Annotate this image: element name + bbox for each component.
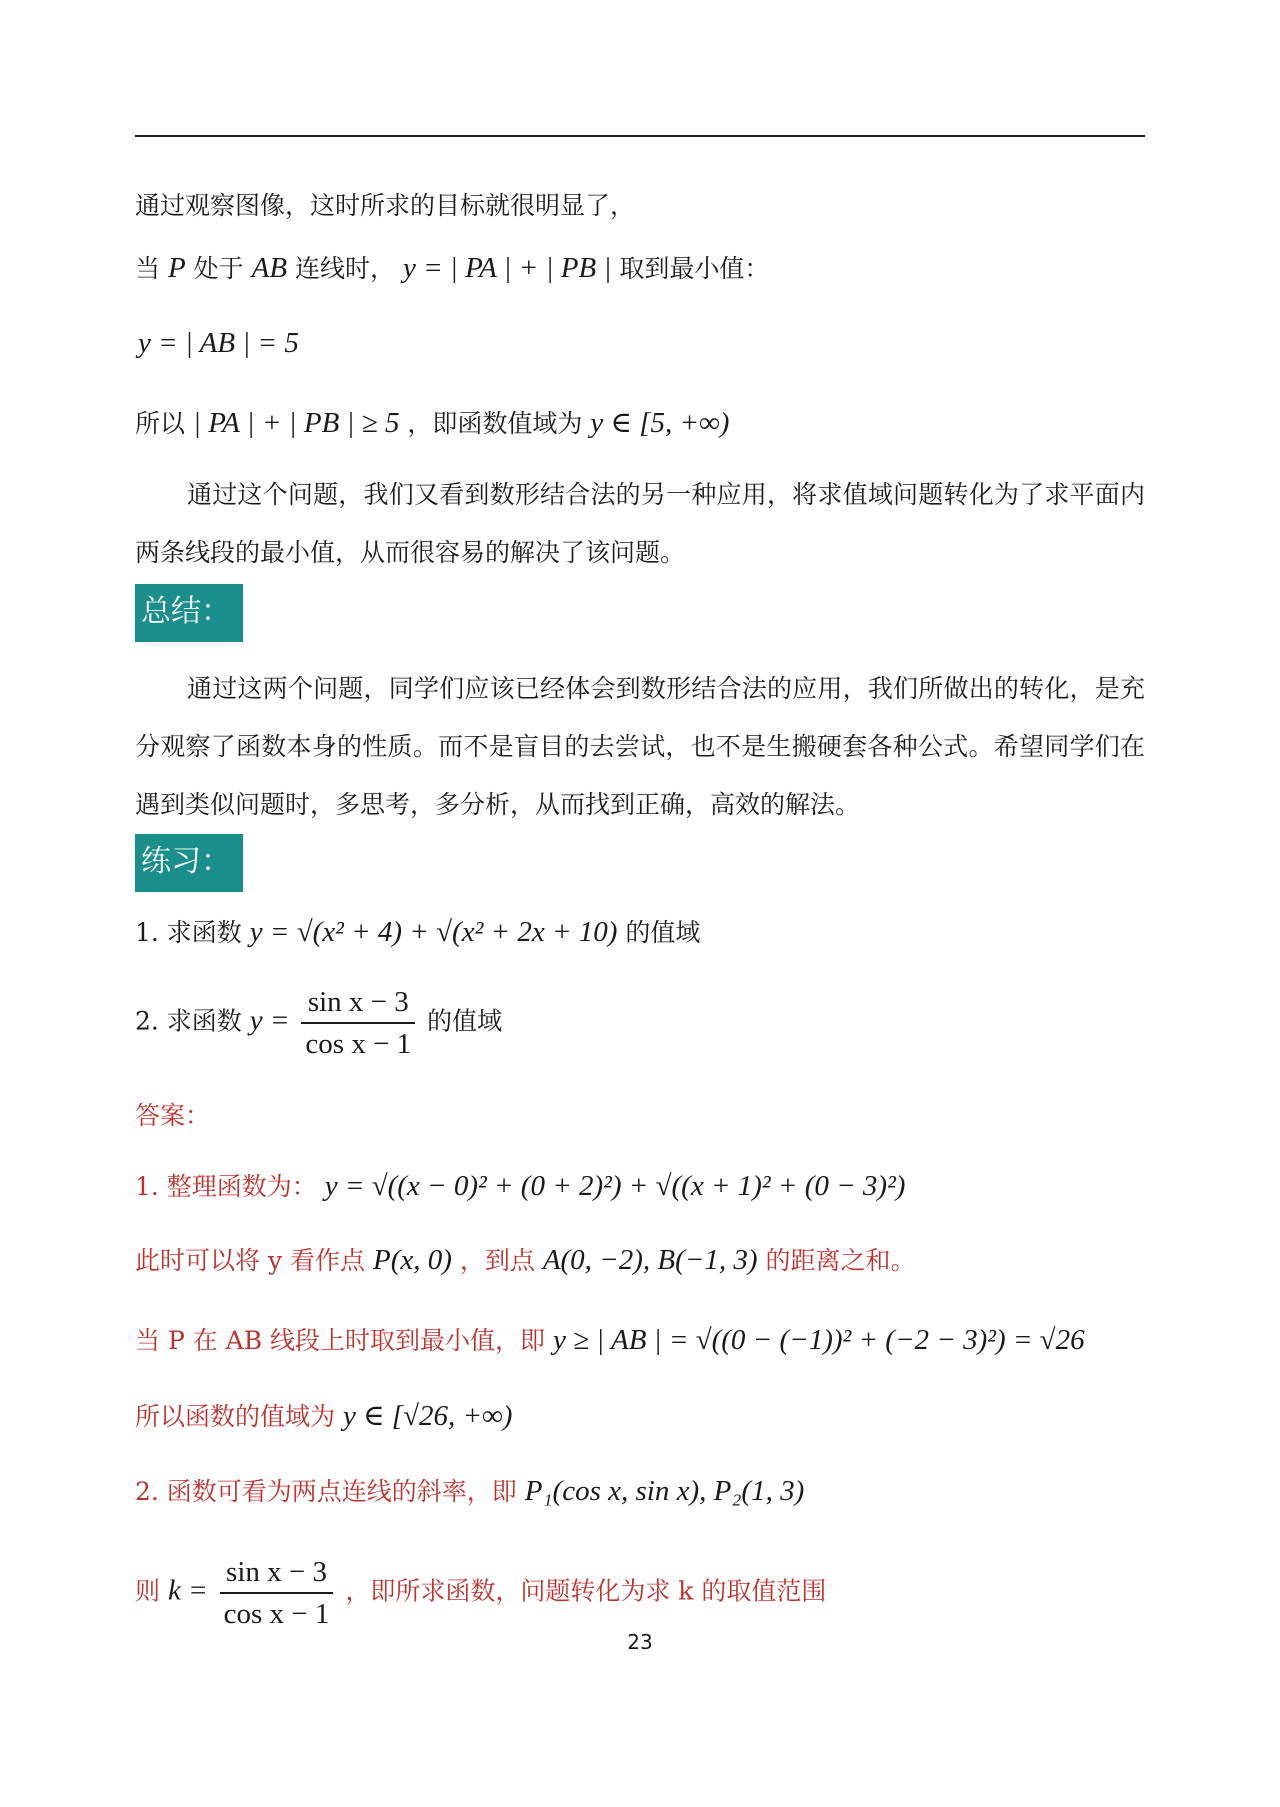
ex2-fraction — [301, 982, 415, 1064]
header-rule — [135, 135, 1145, 137]
line2-suffix: 取到最小值： — [619, 254, 770, 283]
a2-suffix: 的距离之和。 — [765, 1246, 916, 1275]
ex2-prefix: 2. 求函数 — [135, 1006, 242, 1036]
exercise-2 — [135, 982, 502, 1064]
practice-tag: 练习： — [135, 834, 243, 892]
answer-4 — [135, 1398, 512, 1435]
ex2-numerator: sin x − 3 — [301, 982, 415, 1024]
inequality-pa-pb: | PA | + | PB | ≥ 5 — [192, 407, 400, 439]
formula-y-ab: y = | AB | = 5 — [138, 327, 299, 359]
a3-prefix: 当 P 在 AB 线段上时取到最小值，即 — [135, 1326, 546, 1355]
a6-k: k = — [167, 1574, 208, 1607]
a4-prefix: 所以函数的值域为 — [135, 1402, 336, 1431]
a2-point-p: P(x, 0) — [372, 1244, 452, 1276]
line4-prefix: 所以 — [135, 409, 186, 438]
range-formula: y ∈ [5, +∞) — [590, 407, 730, 439]
ex2-suffix: 的值域 — [427, 1006, 503, 1036]
a3-formula: y ≥ | AB | = √((0 − (−1))² + (−2 − 3)²) = √26 — [553, 1324, 1085, 1356]
line2-mid2: 连线时， — [295, 254, 396, 283]
paragraph-2: 通过这两个问题，同学们应该已经体会到数形结合法的应用，我们所做出的转化，是充分观察了函数本身的性质。而不是盲目的去尝试，也不是生搬硬套各种公式。希望同学们在遇到类似问题时，多思考，多分析，从而找到正确，高效的解法。 — [135, 674, 1145, 819]
ex2-y: y = — [249, 1004, 290, 1037]
a6-prefix: 则 — [135, 1576, 161, 1606]
formula-y-pa-pb: y = | PA | + | PB | — [402, 252, 612, 284]
ex1-suffix: 的值域 — [625, 918, 701, 947]
exercise-1 — [135, 914, 700, 951]
answer-2 — [135, 1242, 915, 1279]
ex1-prefix: 1. 求函数 — [135, 918, 242, 947]
line-2 — [135, 250, 769, 287]
paragraph-1: 通过这个问题，我们又看到数形结合法的另一种应用，将求值域问题转化为了求平面内两条线段的最小值，从而很容易的解决了该问题。 — [135, 480, 1145, 567]
point-p: P — [167, 252, 186, 284]
summary-tag: 总结： — [135, 584, 243, 642]
line-4 — [135, 405, 729, 442]
ex1-formula: y = √(x² + 4) + √(x² + 2x + 10) — [249, 916, 618, 948]
a2-mid: ，到点 — [459, 1246, 535, 1275]
line2-mid1: 处于 — [193, 254, 244, 283]
line-3 — [138, 325, 299, 362]
answer-5 — [135, 1473, 804, 1510]
a2-prefix: 此时可以将 y 看作点 — [135, 1246, 366, 1275]
a1-prefix: 1. 整理函数为： — [135, 1172, 317, 1201]
answer-3 — [135, 1322, 1085, 1359]
a5-prefix: 2. 函数可看为两点连线的斜率，即 — [135, 1477, 517, 1506]
answer-6 — [135, 1552, 826, 1634]
answer-label: 答案： — [135, 1101, 211, 1130]
a6-suffix: ，即所求函数，问题转化为求 k 的取值范围 — [345, 1576, 827, 1606]
intro-line: 通过观察图像，这时所求的目标就很明显了， — [135, 191, 636, 220]
a4-range: y ∈ [√26, +∞) — [342, 1400, 513, 1432]
segment-ab: AB — [251, 252, 288, 284]
line2-prefix: 当 — [135, 254, 161, 283]
a1-formula: y = √((x − 0)² + (0 + 2)²) + √((x + 1)² + (0 − 3)²) — [324, 1170, 906, 1202]
a6-denominator: cos x − 1 — [223, 1598, 330, 1630]
page-number: 23 — [627, 1630, 653, 1654]
line4-mid: ，即函数值域为 — [407, 409, 583, 438]
a2-points-ab: A(0, −2), B(−1, 3) — [542, 1244, 758, 1276]
a6-fraction — [220, 1552, 334, 1634]
answer-1 — [135, 1168, 905, 1205]
a6-numerator: sin x − 3 — [220, 1552, 334, 1594]
ex2-denominator: cos x − 1 — [305, 1028, 412, 1060]
a5-points: P₁(cos x, sin x), P₂(1, 3) — [524, 1475, 805, 1507]
